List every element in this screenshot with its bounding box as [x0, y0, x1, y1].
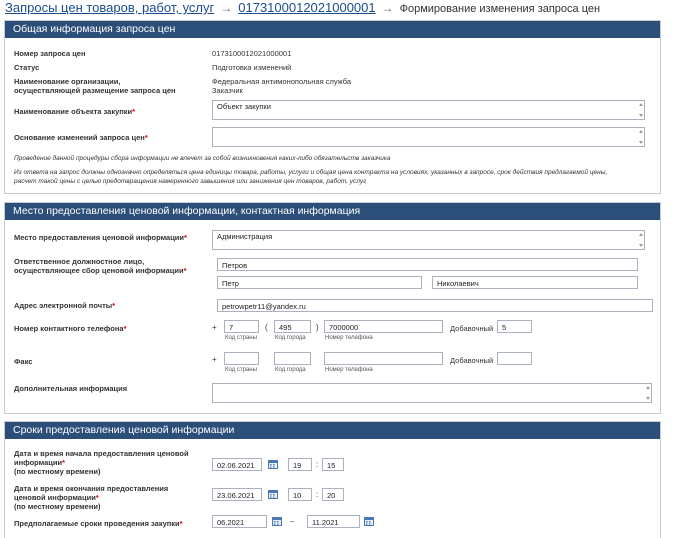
organization-label-line1: Наименование организации,: [14, 77, 121, 86]
phone-city-code-input[interactable]: 495: [274, 320, 311, 333]
surname-input[interactable]: Петров: [217, 258, 638, 271]
start-datetime-label-line2: [14, 458, 189, 467]
general-info-header: Общая информация запроса цен: [5, 21, 660, 38]
place-label-text: Место предоставления ценовой информации: [14, 233, 185, 242]
extra-info-textarea[interactable]: [212, 383, 652, 403]
fax-country-code-caption: Код страны: [225, 367, 257, 373]
start-datetime-label: [14, 449, 189, 476]
phone-plus: +: [212, 323, 217, 332]
breadcrumb-arrow-icon: →: [381, 1, 394, 15]
status-value: Подготовка изменений: [212, 63, 292, 72]
end-datetime-label-line3: (по местному времени): [14, 502, 101, 511]
start-hour-input[interactable]: 19: [288, 458, 312, 471]
place-label: [14, 233, 187, 242]
object-label-text: Наименование объекта закупки: [14, 107, 133, 116]
city-code-caption: Код города: [275, 335, 306, 341]
end-time-separator: :: [316, 490, 319, 499]
fax-city-code-input[interactable]: [274, 352, 311, 365]
phone-label: [14, 324, 126, 333]
responsible-person-label-line2: [14, 266, 187, 275]
phone-ext-input[interactable]: 5: [497, 320, 532, 333]
phone-country-code-input[interactable]: 7: [224, 320, 259, 333]
first-name-input[interactable]: Петр: [217, 276, 422, 289]
period-to-calendar-icon[interactable]: [364, 516, 374, 526]
period-dash: –: [290, 517, 295, 526]
phone-number-input[interactable]: 7000000: [324, 320, 443, 333]
start-date-calendar-icon[interactable]: [268, 459, 278, 469]
object-name-textarea[interactable]: Объект закупки: [212, 100, 645, 120]
breadcrumb: [5, 0, 600, 16]
note-response-line2: расчет такой цены с целью предотвращения намеренного завышения или занижения цен товаров, работ, услуг: [14, 177, 367, 185]
request-number-label: Номер запроса цен: [14, 49, 86, 58]
phone-number-caption: Номер телефона: [325, 335, 373, 341]
start-date-input[interactable]: 02.06.2021: [212, 458, 262, 471]
phone-label-text: Номер контактного телефона: [14, 324, 124, 333]
basis-label: [14, 133, 148, 142]
organization-label-line2: осуществляющей размещение запроса цен: [14, 86, 176, 95]
required-mark: *: [132, 107, 136, 116]
required-mark: *: [183, 266, 187, 275]
responsible-person-label: [14, 257, 187, 275]
breadcrumb-current: Формирование изменения запроса цен: [399, 3, 601, 15]
breadcrumb-link-requests[interactable]: Запросы цен товаров, работ, услуг: [5, 0, 215, 15]
phone-paren-open: (: [265, 323, 268, 332]
end-date-calendar-icon[interactable]: [268, 489, 278, 499]
email-input[interactable]: petrowpetr11@yandex.ru: [217, 299, 653, 312]
responsible-person-label-line2-text: осуществляющее сбор ценовой информации: [14, 266, 184, 275]
end-minute-input[interactable]: 20: [322, 488, 344, 501]
period-to-input[interactable]: 11.2021: [307, 515, 360, 528]
procurement-period-label-text: Предполагаемые сроки проведения закупки: [14, 519, 180, 528]
fax-ext-label: Добавочный: [450, 356, 494, 365]
period-from-calendar-icon[interactable]: [272, 516, 282, 526]
start-datetime-label-line1: Дата и время начала предоставления ценовой: [14, 449, 189, 458]
required-mark: *: [184, 233, 187, 242]
start-datetime-label-line3: (по местному времени): [14, 467, 101, 476]
email-label-text: Адрес электронной почты: [14, 301, 113, 310]
dates-header: Сроки предоставления ценовой информации: [5, 422, 660, 439]
basis-label-text: Основание изменений запроса цен: [14, 133, 145, 142]
general-info-section: [4, 20, 661, 194]
dates-section: [4, 421, 661, 538]
note-response: [14, 169, 607, 186]
note-response-line1: Из ответа на запрос должны однозначно определяться цена единицы товара, работы, услуги и общая цена контракта на условиях, указанных в запросе, срок действия предлагаемой цены,: [14, 169, 608, 176]
fax-label: Факс: [14, 357, 33, 366]
period-from-input[interactable]: 06.2021: [212, 515, 267, 528]
organization-value-line2: Заказчик: [212, 86, 243, 95]
required-mark: *: [123, 324, 127, 333]
patronymic-input[interactable]: Николаевич: [432, 276, 638, 289]
required-mark: *: [95, 493, 99, 502]
fax-ext-input[interactable]: [497, 352, 532, 365]
contact-info-section: [4, 202, 661, 414]
fax-number-caption: Номер телефона: [325, 367, 373, 373]
object-label: [14, 107, 135, 116]
email-label: [14, 301, 115, 310]
required-mark: *: [112, 301, 116, 310]
responsible-person-label-line1: Ответственное должностное лицо,: [14, 257, 145, 266]
end-date-input[interactable]: 23.06.2021: [212, 488, 262, 501]
note-obligations: Проведение данной процедуры сбора информации не влечет за собой возникновения каких-либо обязательств заказчика: [14, 155, 391, 162]
end-hour-input[interactable]: 10: [288, 488, 312, 501]
breadcrumb-arrow-icon: →: [220, 1, 233, 15]
place-textarea[interactable]: Администрация: [212, 230, 645, 250]
start-minute-input[interactable]: 15: [322, 458, 344, 471]
end-datetime-label: [14, 484, 168, 511]
country-code-caption: Код страны: [225, 335, 257, 341]
request-number-value: 0173100012021000001: [212, 49, 292, 58]
start-time-separator: :: [316, 460, 319, 469]
organization-value-line1: Федеральная антимонопольная служба: [212, 77, 352, 86]
fax-city-code-caption: Код города: [275, 367, 306, 373]
basis-textarea[interactable]: [212, 127, 645, 147]
organization-value: [212, 77, 351, 95]
procurement-period-label: [14, 519, 183, 528]
required-mark: *: [179, 519, 183, 528]
start-datetime-label-line2-text: информации: [14, 458, 63, 467]
fax-plus: +: [212, 355, 217, 364]
contact-info-header: Место предоставления ценовой информации, контактная информация: [5, 203, 660, 220]
breadcrumb-link-request-number[interactable]: 0173100012021000001: [238, 0, 376, 15]
end-datetime-label-line1: Дата и время окончания предоставления: [14, 484, 169, 493]
fax-country-code-input[interactable]: [224, 352, 259, 365]
fax-number-input[interactable]: [324, 352, 443, 365]
status-label: Статус: [14, 63, 40, 72]
organization-label: [14, 77, 176, 95]
required-mark: *: [144, 133, 148, 142]
required-mark: *: [62, 458, 66, 467]
phone-ext-label: Добавочный: [450, 324, 494, 333]
phone-paren-close: ): [316, 323, 319, 332]
extra-info-label: Дополнительная информация: [14, 384, 128, 393]
end-datetime-label-line2: [14, 493, 168, 502]
end-datetime-label-line2-text: ценовой информации: [14, 493, 96, 502]
